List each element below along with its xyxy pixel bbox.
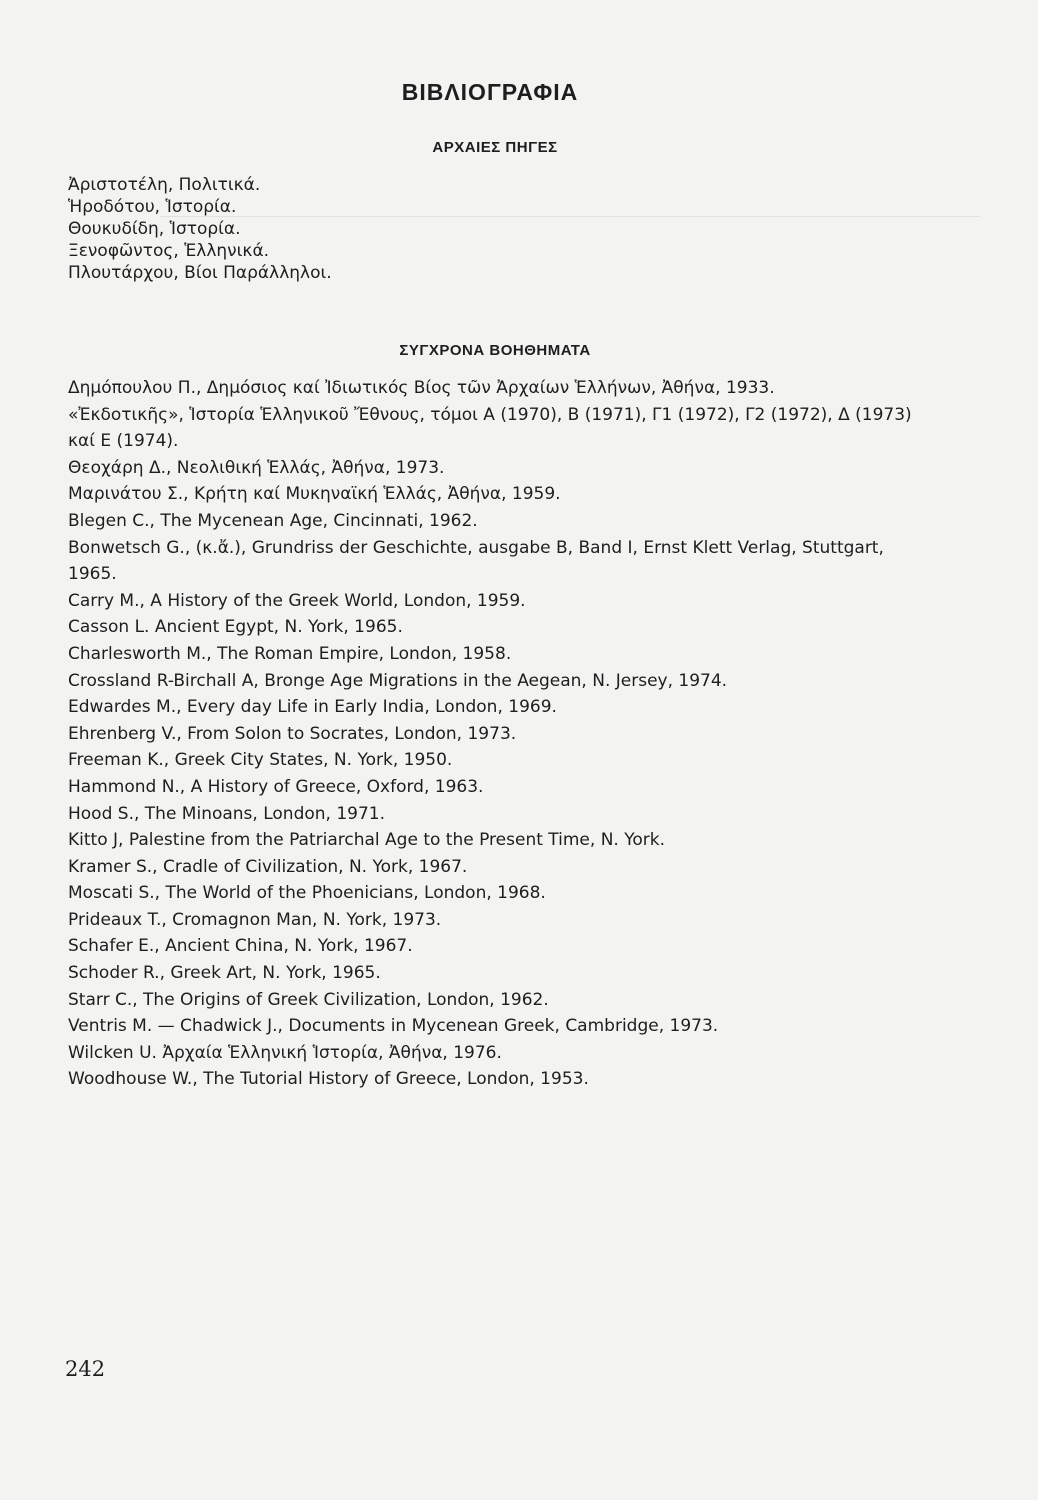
list-item: Bonwetsch G., (κ.ἄ.), Grundriss der Geschichte, ausgabe B, Band I, Ernst Klett Verlag, Stuttgart, 1965. (68, 537, 884, 585)
list-item: Casson L. Ancient Egypt, N. York, 1965. (68, 617, 403, 638)
modern-works-heading: ΣΥΓΧΡΟΝΑ ΒΟΗΘΗΜΑΤΑ (399, 342, 591, 360)
list-item: Hammond N., A History of Greece, Oxford, 1963. (68, 776, 484, 797)
list-item: Wilcken U. Ἀρχαία Ἑλληνική Ἱστορία, Ἀθήνα, 1976. (68, 1042, 502, 1063)
list-item: Ξενοφῶντος, Ἑλληνικά. (68, 241, 270, 261)
ancient-sources-list (68, 174, 332, 284)
list-item: Freeman K., Greek City States, N. York, 1950. (68, 750, 453, 771)
modern-works-list (68, 375, 928, 1093)
list-item: Schoder R., Greek Art, N. York, 1965. (68, 963, 381, 984)
list-item: Prideaux T., Cromagnon Man, N. York, 1973. (68, 909, 442, 930)
list-item: Starr C., The Origins of Greek Civilization, London, 1962. (68, 989, 549, 1010)
list-item: Hood S., The Minoans, London, 1971. (68, 803, 386, 824)
list-item: Kramer S., Cradle of Civilization, N. York, 1967. (68, 856, 468, 877)
list-item: Charlesworth M., The Roman Empire, London, 1958. (68, 643, 512, 664)
list-item: Δημόπουλου Π., Δημόσιος καί Ἰδιωτικός Βίος τῶν Ἀρχαίων Ἑλλήνων, Ἀθήνα, 1933. (68, 378, 775, 398)
list-item: Moscati S., The World of the Phoenicians, London, 1968. (68, 883, 546, 904)
list-item: Θουκυδίδη, Ἱστορία. (68, 219, 241, 239)
list-item: Kitto J, Palestine from the Patriarchal Age to the Present Time, N. York. (68, 830, 665, 851)
list-item: Carry M., A History of the Greek World, London, 1959. (68, 590, 526, 611)
list-item: Schafer E., Ancient China, N. York, 1967. (68, 936, 413, 957)
list-item: Πλουτάρχου, Βίοι Παράλληλοι. (68, 263, 332, 283)
list-item: Crossland R-Birchall A, Bronge Age Migrations in the Aegean, N. Jersey, 1974. (68, 670, 728, 691)
list-item: Woodhouse W., The Tutorial History of Greece, London, 1953. (68, 1069, 589, 1090)
list-item: Ehrenberg V., From Solon to Socrates, London, 1973. (68, 723, 517, 744)
list-item: Ἡροδότου, Ἱστορία. (68, 197, 237, 217)
list-item: Edwardes M., Every day Life in Early India, London, 1969. (68, 697, 557, 718)
bibliography-title: ΒΙΒΛΙΟΓΡΑΦΙΑ (401, 79, 579, 106)
list-item: Θεοχάρη Δ., Νεολιθική Ἑλλάς, Ἀθήνα, 1973. (68, 457, 445, 478)
ancient-sources-heading: ΑΡΧΑΙΕΣ ΠΗΓΕΣ (432, 139, 558, 157)
list-item: «Ἐκδοτικῆς», Ἱστορία Ἑλληνικοῦ Ἔθνους, τόμοι Α (1970), Β (1971), Γ1 (1972), Γ2 (1972), Δ (1973) καί Ε (1974). (68, 404, 912, 452)
list-item: Ventris M. — Chadwick J., Documents in Mycenean Greek, Cambridge, 1973. (68, 1016, 719, 1037)
list-item: Μαρινάτου Σ., Κρήτη καί Μυκηναϊκή Ἑλλάς, Ἀθήνα, 1959. (68, 484, 561, 505)
list-item: Blegen C., The Mycenean Age, Cincinnati, 1962. (68, 510, 478, 531)
page-number: 242 (65, 1357, 106, 1381)
list-item: Ἀριστοτέλη, Πολιτικά. (68, 175, 261, 195)
